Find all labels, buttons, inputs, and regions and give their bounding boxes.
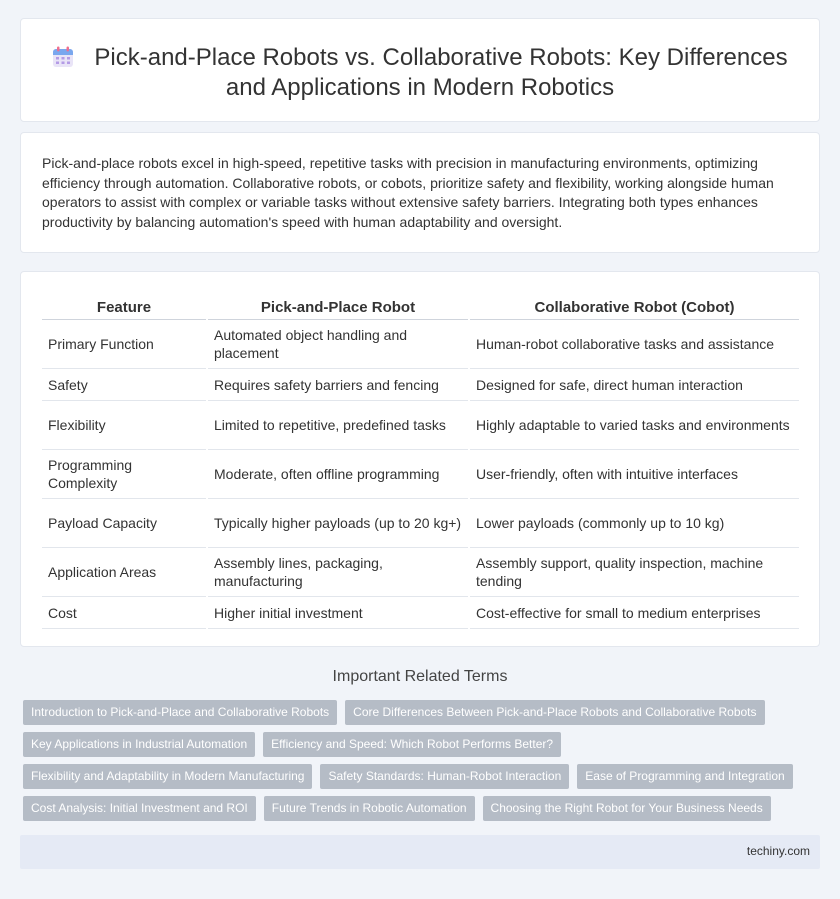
related-term-tag[interactable]: Safety Standards: Human-Robot Interaction (320, 764, 569, 789)
title-wrap (21, 43, 819, 103)
table-row (42, 597, 799, 629)
table-row (42, 499, 799, 548)
calendar-icon (52, 46, 74, 68)
related-term-tag[interactable]: Choosing the Right Robot for Your Business Needs (483, 796, 771, 821)
tag-row (23, 764, 823, 790)
pick-and-place-cell: Requires safety barriers and fencing (207, 369, 469, 401)
footer (20, 835, 820, 869)
feature-cell: Application Areas (42, 548, 207, 597)
page-title (51, 43, 789, 103)
cobot-cell: Cost-effective for small to medium enterprises (469, 597, 799, 629)
cobot-cell: User-friendly, often with intuitive interfaces (469, 450, 799, 499)
pick-and-place-cell: Limited to repetitive, predefined tasks (207, 401, 469, 450)
header-card (20, 18, 820, 122)
pick-and-place-cell: Moderate, often offline programming (207, 450, 469, 499)
pick-and-place-cell: Higher initial investment (207, 597, 469, 629)
related-term-tag[interactable]: Efficiency and Speed: Which Robot Performs Better? (263, 732, 561, 757)
related-terms-title: Important Related Terms (332, 668, 508, 685)
comparison-card (20, 271, 820, 647)
related-term-tag[interactable]: Future Trends in Robotic Automation (264, 796, 475, 821)
pick-and-place-cell: Typically higher payloads (up to 20 kg+) (207, 499, 469, 548)
related-term-tag[interactable]: Introduction to Pick-and-Place and Collaborative Robots (23, 700, 337, 725)
table-row (42, 401, 799, 450)
intro-card (20, 132, 820, 253)
comparison-table (42, 295, 799, 629)
feature-cell: Programming Complexity (42, 450, 207, 499)
header-pick-and-place: Pick-and-Place Robot (207, 295, 469, 320)
related-terms-tags (23, 700, 823, 828)
related-term-tag[interactable]: Ease of Programming and Integration (577, 764, 792, 789)
header-feature: Feature (42, 295, 207, 320)
table-row (42, 548, 799, 597)
table-row (42, 369, 799, 401)
related-term-tag[interactable]: Flexibility and Adaptability in Modern Manufacturing (23, 764, 312, 789)
cobot-cell: Highly adaptable to varied tasks and environments (469, 401, 799, 450)
cobot-cell: Assembly support, quality inspection, machine tending (469, 548, 799, 597)
feature-cell: Primary Function (42, 320, 207, 369)
table-row (42, 450, 799, 499)
table-header-row (42, 295, 799, 320)
table-row (42, 320, 799, 369)
pick-and-place-cell: Automated object handling and placement (207, 320, 469, 369)
related-term-tag[interactable]: Core Differences Between Pick-and-Place Robots and Collaborative Robots (345, 700, 764, 725)
related-term-tag[interactable]: Key Applications in Industrial Automation (23, 732, 255, 757)
pick-and-place-cell: Assembly lines, packaging, manufacturing (207, 548, 469, 597)
cobot-cell: Human-robot collaborative tasks and assistance (469, 320, 799, 369)
page-title-text: Pick-and-Place Robots vs. Collaborative Robots: Key Differences and Applications in Modern Robotics (94, 44, 788, 101)
intro-paragraph: Pick-and-place robots excel in high-speed, repetitive tasks with precision in manufacturing environments, optimizing efficiency through automation. Collaborative robots, or cobots, prioritize safety and flexibility, working alongside human operators to assist with complex or variable tasks without extensive safety barriers. Integrating both types enhances productivity by balancing automation's speed with human adaptability and oversight. (42, 155, 774, 230)
cobot-cell: Designed for safe, direct human interaction (469, 369, 799, 401)
feature-cell: Safety (42, 369, 207, 401)
tag-row (23, 732, 823, 758)
feature-cell: Cost (42, 597, 207, 629)
feature-cell: Flexibility (42, 401, 207, 450)
related-term-tag[interactable]: Cost Analysis: Initial Investment and ROI (23, 796, 256, 821)
tag-row (23, 700, 823, 726)
footer-site-link[interactable]: techiny.com (746, 844, 810, 858)
header-cobot: Collaborative Robot (Cobot) (469, 295, 799, 320)
feature-cell: Payload Capacity (42, 499, 207, 548)
cobot-cell: Lower payloads (commonly up to 10 kg) (469, 499, 799, 548)
tag-row (23, 796, 823, 822)
